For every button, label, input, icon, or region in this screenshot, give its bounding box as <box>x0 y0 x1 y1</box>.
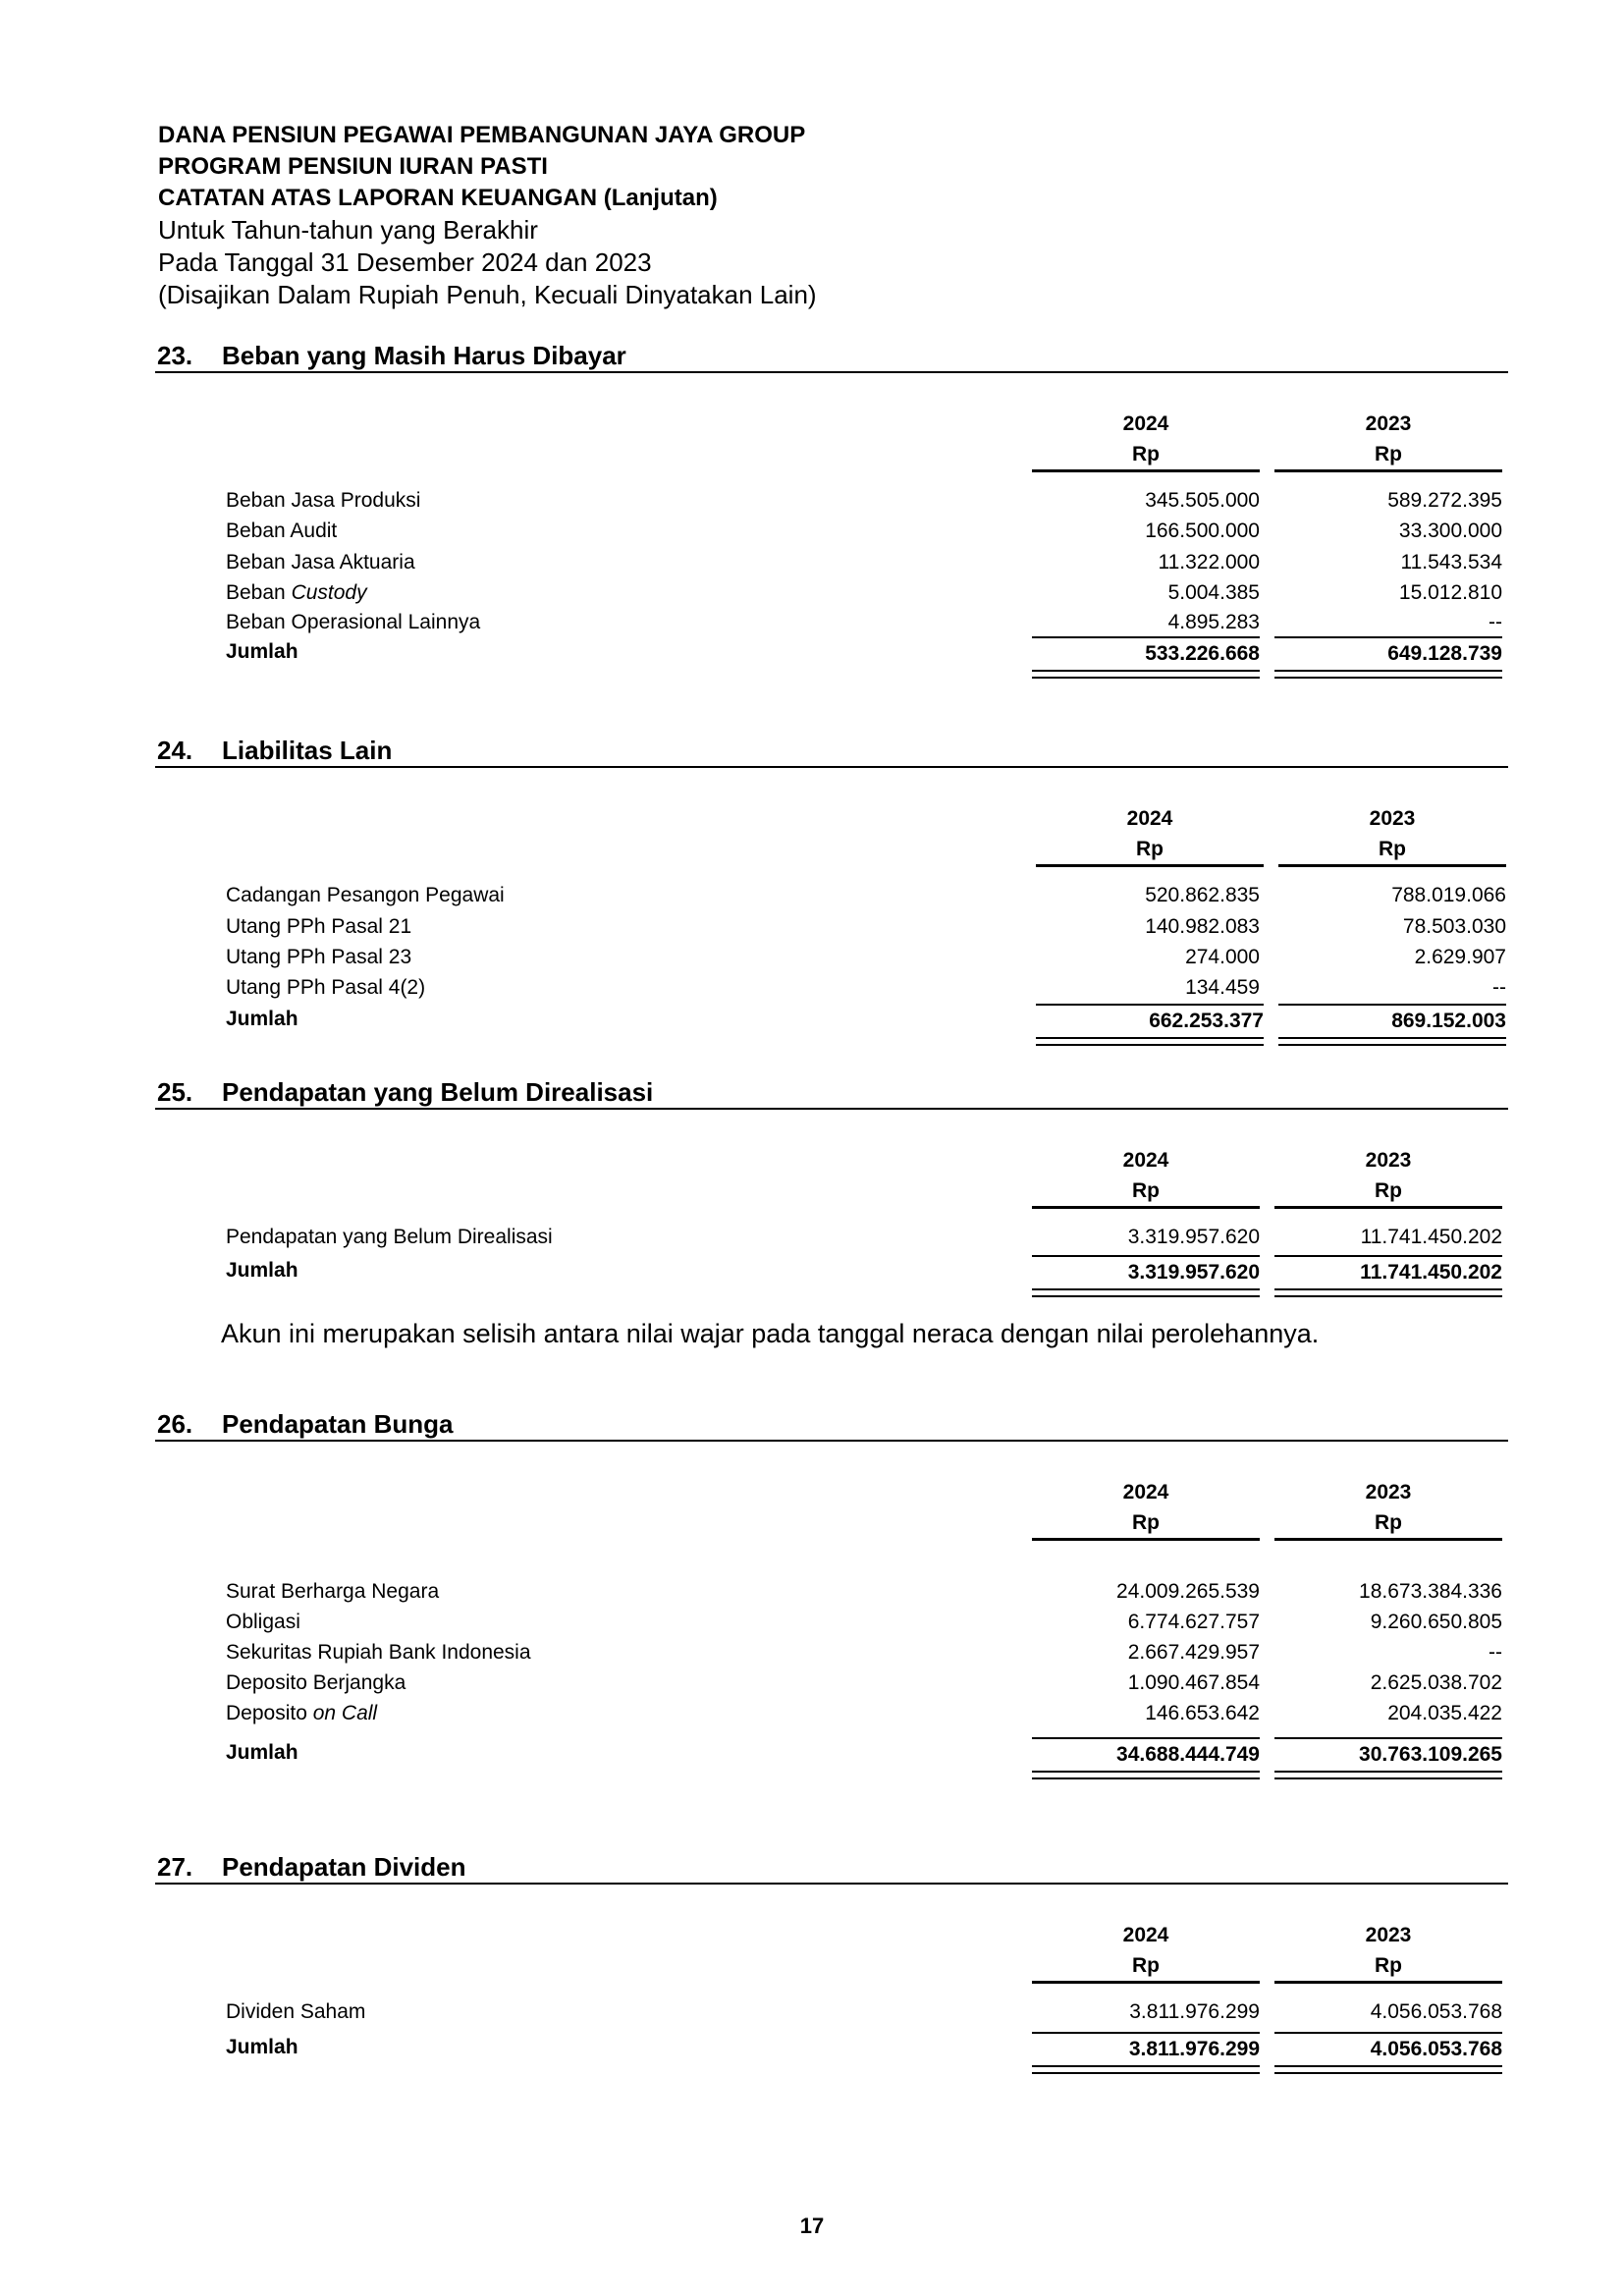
total-label: Jumlah <box>226 1008 298 1030</box>
year-label: 2024 <box>1122 1149 1169 1172</box>
total-2024: 3.811.976.299 <box>1032 2032 1260 2064</box>
column-header-2024 <box>1032 409 1260 472</box>
double-underline <box>1274 1288 1502 1297</box>
table-row <box>155 1576 1508 1607</box>
value-2023: 2.629.907 <box>1414 946 1506 968</box>
value-2023: 11.543.534 <box>1400 551 1502 574</box>
double-underline <box>1032 670 1260 679</box>
section-heading: Liabilitas Lain <box>222 736 393 765</box>
row-label: Beban Jasa Aktuaria <box>226 551 415 574</box>
year-label: 2023 <box>1365 1481 1412 1503</box>
section-number: 23. <box>157 341 193 370</box>
table-row <box>155 547 1508 577</box>
table-row <box>155 607 1508 637</box>
double-underline <box>1278 1037 1506 1046</box>
value-2023: 15.012.810 <box>1398 581 1502 604</box>
row-label: Utang PPh Pasal 21 <box>226 915 412 938</box>
total-row <box>155 1737 1508 1768</box>
double-underline <box>1274 1771 1502 1779</box>
currency-label: Rp <box>1032 1950 1260 1984</box>
section-title <box>155 735 1508 768</box>
value-2024: 274.000 <box>1185 946 1260 968</box>
total-row <box>155 2032 1508 2062</box>
row-label: Surat Berharga Negara <box>226 1580 440 1603</box>
total-2024: 662.253.377 <box>1036 1004 1264 1036</box>
value-2024: 2.667.429.957 <box>1127 1641 1260 1664</box>
value-2023: -- <box>1492 976 1506 999</box>
total-label: Jumlah <box>226 640 298 663</box>
double-underline <box>1032 2065 1260 2074</box>
table-row <box>155 1222 1508 1252</box>
header-program: PROGRAM PENSIUN IURAN PASTI <box>158 153 548 180</box>
section-25-note: Akun ini merupakan selisih antara nilai wajar pada tanggal neraca dengan nilai perolehannya. <box>221 1319 1320 1348</box>
section-25 <box>155 1076 1508 1284</box>
row-label <box>226 1698 377 1728</box>
page-number: 17 <box>799 2214 825 2238</box>
double-underline <box>1274 2065 1502 2074</box>
total-2023: 30.763.109.265 <box>1274 1737 1502 1770</box>
year-label: 2024 <box>1126 807 1173 830</box>
header-org-name: DANA PENSIUN PEGAWAI PEMBANGUNAN JAYA GROUP <box>158 122 806 148</box>
total-label: Jumlah <box>226 1259 298 1282</box>
year-label: 2023 <box>1365 1149 1412 1172</box>
row-label-text: Deposito <box>226 1702 313 1724</box>
value-2023: 11.741.450.202 <box>1360 1226 1502 1248</box>
total-2024: 34.688.444.749 <box>1032 1737 1260 1770</box>
row-label-italic: Custody <box>291 581 367 604</box>
row-label: Pendapatan yang Belum Direalisasi <box>226 1226 553 1248</box>
currency-label: Rp <box>1274 1950 1502 1984</box>
table-row <box>155 577 1508 608</box>
value-2024: 3.319.957.620 <box>1127 1226 1260 1248</box>
table-row <box>155 911 1508 942</box>
value-2024: 140.982.083 <box>1145 915 1260 938</box>
section-number: 26. <box>157 1409 193 1439</box>
year-label: 2023 <box>1365 412 1412 435</box>
table-row <box>155 972 1508 1003</box>
table-row <box>155 1637 1508 1667</box>
year-label: 2024 <box>1122 412 1169 435</box>
year-label: 2023 <box>1365 1924 1412 1946</box>
column-header-2023 <box>1274 1477 1502 1541</box>
year-label: 2023 <box>1369 807 1416 830</box>
section-title <box>155 1851 1508 1885</box>
column-header-2023 <box>1274 1145 1502 1209</box>
currency-label: Rp <box>1032 1507 1260 1541</box>
value-2024: 166.500.000 <box>1145 519 1260 542</box>
header-report-title: CATATAN ATAS LAPORAN KEUANGAN (Lanjutan) <box>158 185 718 211</box>
total-label: Jumlah <box>226 1741 298 1764</box>
value-2023: 204.035.422 <box>1387 1702 1502 1724</box>
table-row <box>155 1607 1508 1637</box>
year-label: 2024 <box>1122 1481 1169 1503</box>
table-row <box>155 1698 1508 1728</box>
total-label: Jumlah <box>226 2036 298 2058</box>
column-header-2024 <box>1032 1920 1260 1984</box>
section-26 <box>155 1408 1508 1766</box>
value-2023: 788.019.066 <box>1391 884 1506 906</box>
value-2023: 589.272.395 <box>1387 489 1502 512</box>
value-2023: -- <box>1489 611 1502 633</box>
row-label: Dividen Saham <box>226 2000 366 2023</box>
value-2024: 134.459 <box>1185 976 1260 999</box>
value-2023: 33.300.000 <box>1398 519 1502 542</box>
total-2023: 869.152.003 <box>1278 1004 1506 1036</box>
section-24 <box>155 735 1508 1032</box>
column-header-2024 <box>1036 803 1264 867</box>
row-label: Obligasi <box>226 1611 300 1633</box>
column-header-2024 <box>1032 1145 1260 1209</box>
column-header-2023 <box>1274 409 1502 472</box>
section-heading: Pendapatan yang Belum Direalisasi <box>222 1077 654 1107</box>
total-2024: 3.319.957.620 <box>1032 1255 1260 1287</box>
section-title <box>155 1408 1508 1442</box>
value-2024: 5.004.385 <box>1167 581 1260 604</box>
value-2023: 78.503.030 <box>1402 915 1506 938</box>
section-number: 27. <box>157 1852 193 1882</box>
section-27 <box>155 1851 1508 2060</box>
row-label-text: Beban <box>226 581 292 604</box>
total-row <box>155 636 1508 667</box>
currency-label: Rp <box>1274 1175 1502 1209</box>
row-label: Utang PPh Pasal 23 <box>226 946 412 968</box>
double-underline <box>1274 670 1502 679</box>
year-label: 2024 <box>1122 1924 1169 1946</box>
double-underline <box>1036 1037 1264 1046</box>
total-2023: 11.741.450.202 <box>1274 1255 1502 1287</box>
header-period-line2: Pada Tanggal 31 Desember 2024 dan 2023 <box>158 247 652 277</box>
currency-label: Rp <box>1032 1175 1260 1209</box>
currency-label: Rp <box>1036 834 1264 867</box>
total-2023: 649.128.739 <box>1274 636 1502 669</box>
double-underline <box>1032 1771 1260 1779</box>
header-period-line1: Untuk Tahun-tahun yang Berakhir <box>158 215 538 245</box>
currency-label: Rp <box>1274 439 1502 472</box>
value-2024: 24.009.265.539 <box>1116 1580 1260 1603</box>
section-number: 24. <box>157 736 193 765</box>
value-2024: 4.895.283 <box>1167 611 1260 633</box>
currency-label: Rp <box>1278 834 1506 867</box>
value-2023: 2.625.038.702 <box>1370 1671 1502 1694</box>
column-header-2024 <box>1032 1477 1260 1541</box>
table-row <box>155 880 1508 910</box>
row-label: Utang PPh Pasal 4(2) <box>226 976 426 999</box>
value-2023: 18.673.384.336 <box>1359 1580 1502 1603</box>
document-header <box>158 120 817 311</box>
value-2024: 3.811.976.299 <box>1129 2000 1260 2023</box>
double-underline <box>1032 1288 1260 1297</box>
total-2023: 4.056.053.768 <box>1274 2032 1502 2064</box>
table-row <box>155 1667 1508 1698</box>
value-2023: 9.260.650.805 <box>1370 1611 1502 1633</box>
row-label: Cadangan Pesangon Pegawai <box>226 884 505 906</box>
table-row <box>155 516 1508 546</box>
value-2024: 11.322.000 <box>1158 551 1260 574</box>
currency-label: Rp <box>1032 439 1260 472</box>
total-2024: 533.226.668 <box>1032 636 1260 669</box>
row-label: Sekuritas Rupiah Bank Indonesia <box>226 1641 531 1664</box>
column-header-2023 <box>1278 803 1506 867</box>
row-label: Beban Audit <box>226 519 338 542</box>
row-label <box>226 577 367 608</box>
section-heading: Beban yang Masih Harus Dibayar <box>222 341 626 370</box>
table-row <box>155 485 1508 516</box>
value-2024: 1.090.467.854 <box>1127 1671 1260 1694</box>
section-title <box>155 1076 1508 1110</box>
total-row <box>155 1255 1508 1285</box>
section-heading: Pendapatan Dividen <box>222 1852 466 1882</box>
value-2023: 4.056.053.768 <box>1370 2000 1502 2023</box>
section-heading: Pendapatan Bunga <box>222 1409 454 1439</box>
total-row <box>155 1004 1508 1034</box>
currency-label: Rp <box>1274 1507 1502 1541</box>
table-row <box>155 942 1508 972</box>
value-2024: 146.653.642 <box>1145 1702 1260 1724</box>
value-2023: -- <box>1489 1641 1502 1664</box>
row-label: Beban Operasional Lainnya <box>226 611 481 633</box>
value-2024: 6.774.627.757 <box>1127 1611 1260 1633</box>
value-2024: 520.862.835 <box>1145 884 1260 906</box>
section-title <box>155 340 1508 373</box>
section-23 <box>155 340 1508 665</box>
column-header-2023 <box>1274 1920 1502 1984</box>
row-label: Beban Jasa Produksi <box>226 489 421 512</box>
value-2024: 345.505.000 <box>1145 489 1260 512</box>
row-label: Deposito Berjangka <box>226 1671 406 1694</box>
section-number: 25. <box>157 1077 193 1107</box>
table-row <box>155 1996 1508 2027</box>
header-currency-note: (Disajikan Dalam Rupiah Penuh, Kecuali Dinyatakan Lain) <box>158 280 817 309</box>
row-label-italic: on Call <box>312 1702 378 1724</box>
